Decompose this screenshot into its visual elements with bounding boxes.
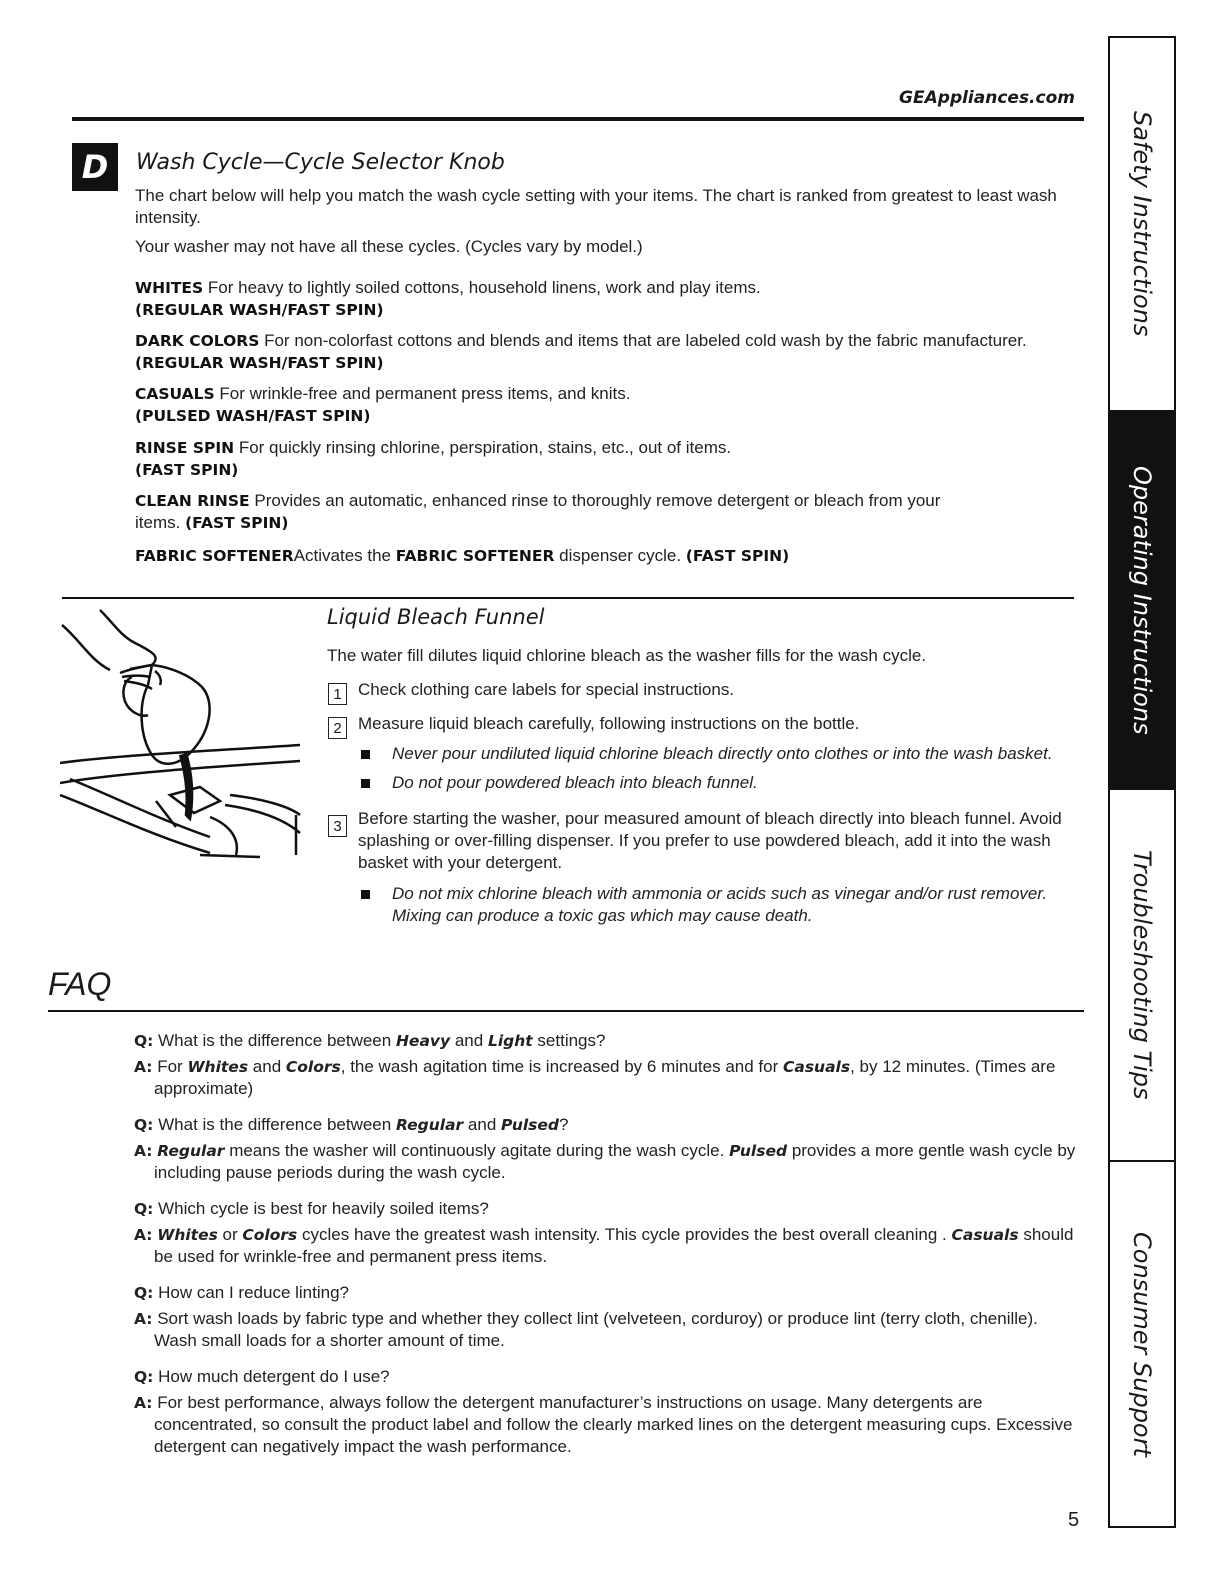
faq-question: Q: What is the difference between Heavy and Light settings? bbox=[134, 1031, 606, 1050]
intro-note: Your washer may not have all these cycles. (Cycles vary by model.) bbox=[135, 237, 643, 256]
cycle-name: CASUALS bbox=[135, 385, 215, 403]
faq-item-5 bbox=[134, 1366, 1084, 1458]
cycle-name: DARK COLORS bbox=[135, 332, 260, 350]
cycle-mode: (FAST SPIN) bbox=[685, 547, 790, 565]
cycle-casuals bbox=[135, 383, 1085, 427]
cycle-name: CLEAN RINSE bbox=[135, 492, 250, 510]
bullet-icon bbox=[361, 779, 370, 788]
intro-paragraph: The chart below will help you match the wash cycle setting with your items. The chart is ranked from greatest to least wash intensity. bbox=[135, 186, 1057, 227]
faq-item-1 bbox=[134, 1030, 1084, 1100]
faq-rule bbox=[48, 1010, 1084, 1012]
tab-operating-instructions[interactable] bbox=[1110, 412, 1174, 788]
cycle-desc-post: dispenser cycle. bbox=[559, 546, 682, 565]
faq-question: Q: What is the difference between Regular and Pulsed? bbox=[134, 1115, 569, 1134]
faq-question: Q: How can I reduce linting? bbox=[134, 1283, 349, 1302]
site-url: GEAppliances.com bbox=[899, 88, 1075, 108]
cycle-desc: For quickly rinsing chlorine, perspiration, stains, etc., out of items. bbox=[238, 438, 732, 457]
cycle-desc: For wrinkle-free and permanent press items, and knits. bbox=[219, 384, 631, 403]
bleach-intro: The water fill dilutes liquid chlorine bleach as the washer fills for the wash cycle. bbox=[327, 646, 927, 665]
bullet-icon bbox=[361, 890, 370, 899]
cycle-dark-colors bbox=[135, 330, 1085, 374]
cycle-mode: (FAST SPIN) bbox=[135, 461, 239, 479]
faq-title: FAQ bbox=[48, 966, 112, 1002]
cycle-desc-keyword: FABRIC SOFTENER bbox=[395, 547, 555, 565]
cycle-desc: For heavy to lightly soiled cottons, household linens, work and play items. bbox=[207, 278, 761, 297]
faq-item-2 bbox=[134, 1114, 1084, 1184]
header-rule bbox=[72, 117, 1084, 121]
tab-troubleshooting-tips[interactable] bbox=[1110, 788, 1174, 1162]
tab-label: Troubleshooting Tips bbox=[1128, 850, 1156, 1100]
section-badge: D bbox=[72, 143, 118, 191]
cycle-mode: (REGULAR WASH/FAST SPIN) bbox=[135, 354, 384, 372]
tab-label: Operating Instructions bbox=[1128, 465, 1156, 735]
cycle-desc: For non-colorfast cottons and blends and items that are labeled cold wash by the fabric manufacturer. bbox=[264, 331, 1027, 350]
bleach-pouring-illustration bbox=[60, 605, 305, 860]
warning-bullet-2: Do not pour powdered bleach into bleach funnel. bbox=[392, 773, 758, 792]
step-number-3: 3 bbox=[328, 815, 347, 837]
bleach-title: Liquid Bleach Funnel bbox=[327, 605, 545, 629]
cycle-name: FABRIC SOFTENER bbox=[135, 547, 294, 565]
tab-label: Safety Instructions bbox=[1128, 111, 1156, 337]
cycle-mode: (FAST SPIN) bbox=[185, 514, 289, 532]
step-1-text: Check clothing care labels for special instructions. bbox=[358, 680, 735, 699]
tab-consumer-support[interactable] bbox=[1110, 1162, 1174, 1526]
step-3-text: Before starting the washer, pour measured amount of bleach directly into bleach funnel. Avoid splashing or over-filling dispenser. If you prefer to use powdered bleach, add it into the wash basket with your detergent. bbox=[358, 809, 1062, 872]
step-number-2: 2 bbox=[328, 717, 347, 739]
cycle-mode: (PULSED WASH/FAST SPIN) bbox=[135, 407, 371, 425]
tab-safety-instructions[interactable] bbox=[1110, 38, 1174, 412]
faq-question: Q: Which cycle is best for heavily soiled items? bbox=[134, 1199, 489, 1218]
step-number-1: 1 bbox=[328, 683, 347, 705]
section-title: Wash Cycle—Cycle Selector Knob bbox=[136, 150, 505, 175]
faq-item-4 bbox=[134, 1282, 1084, 1352]
cycle-desc: Provides an automatic, enhanced rinse to thoroughly remove detergent or bleach from your items. bbox=[135, 491, 941, 532]
cycle-rinse-spin bbox=[135, 437, 1085, 481]
tab-label: Consumer Support bbox=[1128, 1231, 1156, 1457]
step-2-text: Measure liquid bleach carefully, following instructions on the bottle. bbox=[358, 714, 860, 733]
cycle-mode: (REGULAR WASH/FAST SPIN) bbox=[135, 301, 384, 319]
bullet-icon bbox=[361, 750, 370, 759]
faq-question: Q: How much detergent do I use? bbox=[134, 1367, 390, 1386]
faq-answer: A: For best performance, always follow the detergent manufacturer’s instructions on usage. Many detergents are concentrated, so consult the product label and follow the clearly marked lines on the detergent measuring cups. Excessive detergent can negatively impact the wash performance. bbox=[134, 1393, 1073, 1456]
cycle-fabric-softener bbox=[135, 545, 1085, 567]
warning-bullet-3: Do not mix chlorine bleach with ammonia or acids such as vinegar and/or rust remover. Mixing can produce a toxic gas which may cause death. bbox=[392, 884, 1048, 925]
faq-answer: A: Sort wash loads by fabric type and whether they collect lint (velveteen, corduroy) or produce lint (terry cloth, chenille). Wash small loads for a shorter amount of time. bbox=[134, 1309, 1038, 1350]
page-number: 5 bbox=[1068, 1509, 1080, 1531]
cycle-name: RINSE SPIN bbox=[135, 439, 235, 457]
cycle-desc-pre: Activates the bbox=[293, 546, 392, 565]
section-divider bbox=[62, 597, 1074, 599]
cycle-name: WHITES bbox=[135, 279, 204, 297]
faq-item-3 bbox=[134, 1198, 1084, 1268]
faq-answer: A: For Whites and Colors, the wash agitation time is increased by 6 minutes and for Casuals, by 12 minutes. (Times are approximate) bbox=[134, 1057, 1056, 1098]
faq-answer: A: Regular means the washer will continuously agitate during the wash cycle. Pulsed provides a more gentle wash cycle by including pause periods during the wash cycle. bbox=[134, 1141, 1076, 1182]
warning-bullet-1: Never pour undiluted liquid chlorine bleach directly onto clothes or into the wash basket. bbox=[392, 744, 1053, 763]
cycle-whites bbox=[135, 277, 1085, 321]
cycle-clean-rinse bbox=[135, 490, 955, 534]
faq-answer: A: Whites or Colors cycles have the greatest wash intensity. This cycle provides the best overall cleaning . Casuals should be used for wrinkle-free and permanent press items. bbox=[134, 1225, 1074, 1266]
side-tabs bbox=[1108, 36, 1176, 1528]
